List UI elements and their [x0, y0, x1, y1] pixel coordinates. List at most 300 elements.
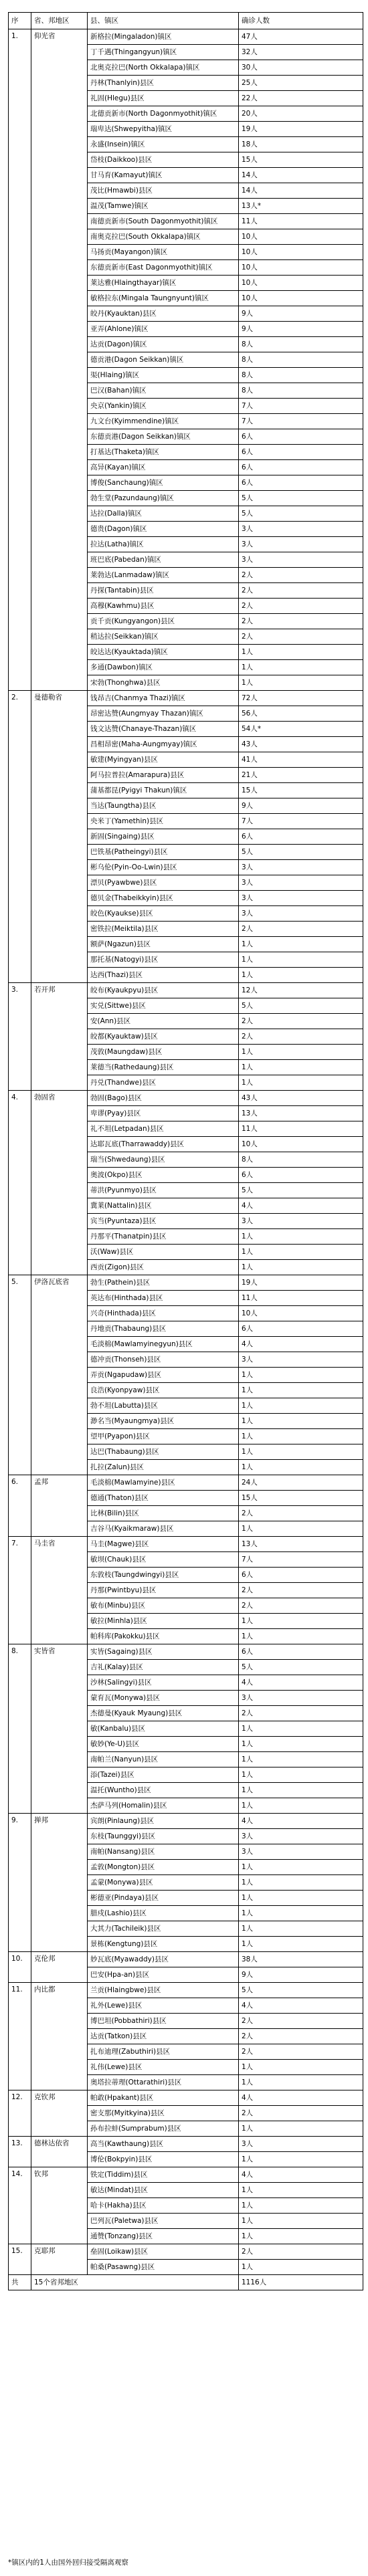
- township-name: 丹地贡(Thabaung)县区: [88, 1321, 239, 1337]
- township-name: 钱文达赞(Chanaye-Thazan)镇区: [88, 722, 239, 737]
- township-name: 新固(Singaing)县区: [88, 829, 239, 845]
- state-name: 仰光省: [31, 29, 88, 691]
- township-name: 德冲贡(Thonseh)县区: [88, 1352, 239, 1368]
- township-name: 达耶瓦底(Tharrawaddy)县区: [88, 1137, 239, 1152]
- township-name: 敏妙(Ye-U)县区: [88, 1737, 239, 1752]
- case-count: 1人: [239, 1368, 363, 1383]
- case-count: 4人: [239, 1814, 363, 1829]
- group-index: 3.: [9, 983, 31, 1091]
- case-count: 1人: [239, 1629, 363, 1644]
- township-name: 高穆(Kawhmu)县区: [88, 599, 239, 614]
- case-count: 2人: [239, 2029, 363, 2044]
- township-name: 达西(Thazi)县区: [88, 968, 239, 983]
- township-name: 甘马育(Kamayut)镇区: [88, 168, 239, 183]
- township-name: 莱德当(Rathedaung)县区: [88, 1060, 239, 1075]
- case-count: 1人: [239, 2183, 363, 2198]
- case-count: 4人: [239, 1198, 363, 1214]
- group-index: 1.: [9, 29, 31, 691]
- case-count: 10人: [239, 1137, 363, 1152]
- township-name: 渺名当(Myaungmya)县区: [88, 1414, 239, 1429]
- township-name: 勃生(Pathein)县区: [88, 1275, 239, 1291]
- group-index: 6.: [9, 1475, 31, 1537]
- township-name: 添(Tazei)县区: [88, 1767, 239, 1783]
- case-count: 8人: [239, 352, 363, 368]
- township-name: 哈卡(Hakha)县区: [88, 2198, 239, 2214]
- township-name: 敏坝(Chauk)县区: [88, 1552, 239, 1568]
- township-name: 南帕兰(Nanyun)县区: [88, 1752, 239, 1767]
- township-name: 温茂(Tamwe)镇区: [88, 199, 239, 214]
- case-count: 8人: [239, 1152, 363, 1168]
- township-name: 蒂洪(Pyunmyo)县区: [88, 1183, 239, 1198]
- case-count: 5人: [239, 506, 363, 522]
- township-name: 阿马拉普拉(Amarapura)县区: [88, 768, 239, 783]
- case-count: 6人: [239, 1321, 363, 1337]
- township-name: 丹兑(Thandwe)县区: [88, 1075, 239, 1091]
- township-name: 央米丁(Yamethin)县区: [88, 814, 239, 829]
- township-name: 马扬贡(Mayangon)镇区: [88, 245, 239, 260]
- case-count: 1人: [239, 1045, 363, 1060]
- table-row: [9, 1275, 363, 1291]
- township-name: 礼不坦(Letpadan)县区: [88, 1121, 239, 1137]
- case-count: 1人: [239, 1798, 363, 1814]
- township-name: 当达(Taungtha)县区: [88, 798, 239, 814]
- township-name: 兴奇(Hinthada)县区: [88, 1306, 239, 1321]
- header-count: 确诊人数: [239, 13, 363, 29]
- case-count: 9人: [239, 322, 363, 337]
- case-count: 7人: [239, 414, 363, 429]
- case-count: 1人: [239, 2229, 363, 2244]
- case-count: 3人: [239, 1352, 363, 1368]
- township-name: 巴列瓦(Paletwa)县区: [88, 2214, 239, 2229]
- township-name: 东枝(Taunggyi)县区: [88, 1829, 239, 1844]
- case-count: 6人: [239, 460, 363, 475]
- township-name: 密铁拉(Meiktila)县区: [88, 922, 239, 937]
- case-count: 13人: [239, 1106, 363, 1121]
- township-name: 钱昂吉(Chanmya Thazi)镇区: [88, 691, 239, 706]
- total-label: 共: [9, 2275, 31, 2290]
- case-count: 10人: [239, 229, 363, 245]
- case-count: 54人*: [239, 722, 363, 737]
- case-count: 1人: [239, 2060, 363, 2075]
- township-name: 彬乌伦(Pyin-Oo-Lwin)县区: [88, 860, 239, 875]
- township-name: 孙布拉蚌(Sumprabum)县区: [88, 2121, 239, 2137]
- township-name: 通赞(Tonzang)县区: [88, 2229, 239, 2244]
- township-name: 西贡(Zigon)县区: [88, 1260, 239, 1275]
- table-row: [9, 1814, 363, 1829]
- case-count: 3人: [239, 1829, 363, 1844]
- header-state: 省、邦地区: [31, 13, 88, 29]
- township-name: 皎布(Kyaukpyu)县区: [88, 983, 239, 998]
- state-name: 伊洛瓦底省: [31, 1275, 88, 1475]
- case-count: 6人: [239, 429, 363, 445]
- table-row: [9, 1475, 363, 1491]
- case-count: 5人: [239, 998, 363, 1014]
- case-count: 1人: [239, 937, 363, 952]
- township-name: 蒙育瓦(Monywa)县区: [88, 1691, 239, 1706]
- table-row: [9, 1537, 363, 1552]
- township-name: 敏格拉东(Mingala Taungnyunt)镇区: [88, 291, 239, 306]
- case-count: 8人: [239, 337, 363, 352]
- case-count: 1人: [239, 1398, 363, 1414]
- township-name: 莱达雅(Hlaingthayar)镇区: [88, 276, 239, 291]
- total-desc: 15个省邦地区: [31, 2275, 239, 2290]
- case-count: 2人: [239, 2106, 363, 2121]
- township-name: 宾当(Pyuntaza)县区: [88, 1214, 239, 1229]
- state-name: 曼德勒省: [31, 691, 88, 983]
- township-name: 毛淡棉(Mawlamyinegyun)县区: [88, 1337, 239, 1352]
- township-name: 那托基(Natogyi)县区: [88, 952, 239, 968]
- township-name: 南德贡新市(South Dagonmyothit)镇区: [88, 214, 239, 229]
- table-row: [9, 29, 363, 45]
- township-name: 勃生堂(Pazundaung)镇区: [88, 491, 239, 506]
- township-name: 扎布迪理(Zabuthiri)县区: [88, 2044, 239, 2060]
- township-name: 英达布(Hinthada)县区: [88, 1291, 239, 1306]
- group-index: 8.: [9, 1644, 31, 1814]
- case-count: 72人: [239, 691, 363, 706]
- township-name: 皎都(Kyauktaw)县区: [88, 1029, 239, 1045]
- township-name: 密支那(Myitkyina)县区: [88, 2106, 239, 2121]
- case-count: 25人: [239, 76, 363, 91]
- case-count: 13人*: [239, 199, 363, 214]
- township-name: 蒲基都昆(Pyigyi Thakun)镇区: [88, 783, 239, 798]
- case-count: 6人: [239, 1168, 363, 1183]
- township-name: 弄贡(Ngapudaw)县区: [88, 1368, 239, 1383]
- township-name: 昂密达赞(Aungmyay Thazan)镇区: [88, 706, 239, 722]
- township-name: 孟敦(Mongton)县区: [88, 1860, 239, 1875]
- case-count: 1人: [239, 1937, 363, 1952]
- group-index: 13.: [9, 2137, 31, 2167]
- case-count: 1人: [239, 2198, 363, 2214]
- township-name: 东德贡新市(East Dagonmyothit)镇区: [88, 260, 239, 276]
- township-name: 德通(Thaton)县区: [88, 1491, 239, 1506]
- case-count: 4人: [239, 1998, 363, 2014]
- case-count: 6人: [239, 1644, 363, 1660]
- township-name: 吉礼(Kalay)县区: [88, 1660, 239, 1675]
- case-count: 1人: [239, 1906, 363, 1921]
- case-count: 1人: [239, 952, 363, 968]
- case-count: 1人: [239, 2214, 363, 2229]
- group-index: 9.: [9, 1814, 31, 1952]
- township-name: 丁千遇(Thingangyun)镇区: [88, 45, 239, 60]
- township-name: 敏布(Minbu)县区: [88, 1598, 239, 1614]
- case-count: 12人: [239, 983, 363, 998]
- header-township: 县、镇区: [88, 13, 239, 29]
- case-count: 2人: [239, 1583, 363, 1598]
- township-name: 沙林(Salingyi)县区: [88, 1675, 239, 1691]
- township-name: 南帕(Nansang)县区: [88, 1844, 239, 1860]
- case-count: 6人: [239, 1568, 363, 1583]
- case-count: 21人: [239, 768, 363, 783]
- township-name: 岱枝(Daikkoo)县区: [88, 152, 239, 168]
- table-row: [9, 2090, 363, 2106]
- case-count: 7人: [239, 814, 363, 829]
- township-name: 皎达达(Kyauktada)镇区: [88, 645, 239, 660]
- case-count: 1人: [239, 1075, 363, 1091]
- case-count: 3人: [239, 537, 363, 552]
- case-count: 3人: [239, 552, 363, 568]
- township-name: 皎色(Kyaukse)县区: [88, 906, 239, 922]
- township-name: 高异(Kayan)镇区: [88, 460, 239, 475]
- case-count: 1人: [239, 1860, 363, 1875]
- case-count: 2人: [239, 1014, 363, 1029]
- case-count: 14人: [239, 168, 363, 183]
- case-count: 1人: [239, 1921, 363, 1937]
- case-count: 15人: [239, 1491, 363, 1506]
- group-index: 7.: [9, 1537, 31, 1644]
- township-name: 帕桑(Pasawng)县区: [88, 2260, 239, 2275]
- township-name: 沃(Waw)县区: [88, 1245, 239, 1260]
- case-count: 8人: [239, 383, 363, 399]
- state-name: 孟邦: [31, 1475, 88, 1537]
- case-count: 5人: [239, 1983, 363, 1998]
- case-count: 1人: [239, 1444, 363, 1460]
- group-index: 12.: [9, 2090, 31, 2137]
- township-name: 茂比(Hmawbi)县区: [88, 183, 239, 199]
- case-count: 2人: [239, 922, 363, 937]
- total-row: [9, 2275, 363, 2290]
- township-name: 德贝金(Thabeikkyin)县区: [88, 891, 239, 906]
- township-name: 达巴(Thabaung)县区: [88, 1444, 239, 1460]
- township-name: 瑞当(Shwedaung)县区: [88, 1152, 239, 1168]
- case-count: 11人: [239, 1291, 363, 1306]
- group-index: 4.: [9, 1091, 31, 1275]
- township-name: 德贵(Dagon)镇区: [88, 522, 239, 537]
- township-name: 丹林(Thanlyin)县区: [88, 76, 239, 91]
- township-name: 额萨(Ngazun)县区: [88, 937, 239, 952]
- case-count: 1人: [239, 675, 363, 691]
- case-count: 7人: [239, 1552, 363, 1568]
- township-name: 丹那(Pwintbyu)县区: [88, 1583, 239, 1598]
- case-count: 1人: [239, 1767, 363, 1783]
- township-name: 杰德曼(Kyauk Myaung)县区: [88, 1706, 239, 1721]
- case-count: 6人: [239, 475, 363, 491]
- township-name: 打基达(Thaketa)镇区: [88, 445, 239, 460]
- case-count: 2人: [239, 1706, 363, 1721]
- case-count: 7人: [239, 399, 363, 414]
- township-name: 妙瓦底(Myawaddy)县区: [88, 1952, 239, 1967]
- case-count: 5人: [239, 491, 363, 506]
- state-name: 若开邦: [31, 983, 88, 1091]
- case-count: 18人: [239, 137, 363, 152]
- township-name: 央京(Yankin)镇区: [88, 399, 239, 414]
- case-count: 19人: [239, 1275, 363, 1291]
- table-row: [9, 1091, 363, 1106]
- case-count: 14人: [239, 183, 363, 199]
- case-count: 1人: [239, 1414, 363, 1429]
- township-name: 温托(Wuntho)县区: [88, 1783, 239, 1798]
- case-count: 3人: [239, 891, 363, 906]
- table-row: [9, 2167, 363, 2183]
- case-count: 2人: [239, 1598, 363, 1614]
- case-count: 13人: [239, 1537, 363, 1552]
- case-count: 1人: [239, 2121, 363, 2137]
- township-name: 东德贡港(Dagon Seikkan)镇区: [88, 429, 239, 445]
- township-name: 巴汉(Bahan)镇区: [88, 383, 239, 399]
- case-count: 56人: [239, 706, 363, 722]
- township-name: 兰贡(Hlaingbwe)县区: [88, 1983, 239, 1998]
- township-name: 扎拉(Zalun)县区: [88, 1460, 239, 1475]
- case-count: 2人: [239, 2244, 363, 2260]
- state-name: 马圭省: [31, 1537, 88, 1644]
- case-count: 10人: [239, 1306, 363, 1321]
- case-count: 3人: [239, 2137, 363, 2152]
- township-name: 礼外(Lewe)县区: [88, 1998, 239, 2014]
- table-row: [9, 2244, 363, 2260]
- township-name: 安(Ann)县区: [88, 1014, 239, 1029]
- township-name: 实皆(Sagaing)县区: [88, 1644, 239, 1660]
- township-name: 铁定(Tiddim)县区: [88, 2167, 239, 2183]
- case-count: 3人: [239, 1691, 363, 1706]
- table-row: [9, 1952, 363, 1967]
- case-count: 10人: [239, 276, 363, 291]
- case-count: 19人: [239, 122, 363, 137]
- case-count: 11人: [239, 214, 363, 229]
- case-count: 10人: [239, 291, 363, 306]
- township-name: 勃不坦(Labutta)县区: [88, 1398, 239, 1414]
- township-name: 大其力(Tachileik)县区: [88, 1921, 239, 1937]
- case-count: 41人: [239, 752, 363, 768]
- case-count: 2人: [239, 1506, 363, 1521]
- state-name: 克伦邦: [31, 1952, 88, 1983]
- township-name: 拉达(Latha)镇区: [88, 537, 239, 552]
- state-name: 勃固省: [31, 1091, 88, 1275]
- township-name: 茂敦(Maungdaw)县区: [88, 1045, 239, 1060]
- header-index: 序: [9, 13, 31, 29]
- case-count: 1人: [239, 1521, 363, 1537]
- township-name: 吉谷马(Kyaikmaraw)县区: [88, 1521, 239, 1537]
- township-name: 皎丹(Kyauktan)县区: [88, 306, 239, 322]
- case-count: 24人: [239, 1475, 363, 1491]
- cases-table: [8, 12, 363, 2290]
- township-name: 巴安(Hpa-an)县区: [88, 1967, 239, 1983]
- case-count: 20人: [239, 106, 363, 122]
- case-count: 3人: [239, 906, 363, 922]
- case-count: 1人: [239, 1737, 363, 1752]
- township-name: 敏拉(Minhla)县区: [88, 1614, 239, 1629]
- township-name: 敏(Kanbalu)县区: [88, 1721, 239, 1737]
- case-count: 3人: [239, 875, 363, 891]
- case-count: 10人: [239, 245, 363, 260]
- table-body: [9, 29, 363, 2275]
- state-name: 内比都: [31, 1983, 88, 2090]
- township-name: 丹那平(Thanatpin)县区: [88, 1229, 239, 1245]
- case-count: 6人: [239, 445, 363, 460]
- township-name: 北奥克拉巴(North Okkalapa)镇区: [88, 60, 239, 76]
- case-count: 2人: [239, 2014, 363, 2029]
- case-count: 1人: [239, 1891, 363, 1906]
- case-count: 1人: [239, 1721, 363, 1737]
- township-name: 奥塔拉蒂理(Ottarathiri)县区: [88, 2075, 239, 2090]
- township-name: 比林(Bilin)县区: [88, 1506, 239, 1521]
- case-count: 2人: [239, 599, 363, 614]
- case-count: 22人: [239, 91, 363, 106]
- township-name: 博伦(Bokpyin)县区: [88, 2152, 239, 2167]
- case-count: 8人: [239, 368, 363, 383]
- state-name: 掸邦: [31, 1814, 88, 1952]
- group-index: 14.: [9, 2167, 31, 2244]
- township-name: 帕科库(Pakokku)县区: [88, 1629, 239, 1644]
- case-count: 2人: [239, 1029, 363, 1045]
- township-name: 漂贝(Pyawbwe)县区: [88, 875, 239, 891]
- township-name: 奥波(Okpo)县区: [88, 1168, 239, 1183]
- township-name: 达拉(Dalla)镇区: [88, 506, 239, 522]
- case-count: 1人: [239, 1752, 363, 1767]
- case-count: 1人: [239, 645, 363, 660]
- case-count: 2人: [239, 583, 363, 599]
- state-name: 克耶邦: [31, 2244, 88, 2275]
- case-count: 1人: [239, 660, 363, 675]
- case-count: 5人: [239, 845, 363, 860]
- township-name: 德贡港(Dagon Seikkan)镇区: [88, 352, 239, 368]
- township-name: 东敦枝(Taungdwingyi)县区: [88, 1568, 239, 1583]
- case-count: 43人: [239, 737, 363, 752]
- case-count: 2人: [239, 568, 363, 583]
- group-index: 10.: [9, 1952, 31, 1983]
- case-count: 1人: [239, 2075, 363, 2090]
- township-name: 冀莱(Nattalin)县区: [88, 1198, 239, 1214]
- township-name: 垒固(Loikaw)县区: [88, 2244, 239, 2260]
- case-count: 9人: [239, 306, 363, 322]
- case-count: 4人: [239, 2167, 363, 2183]
- case-count: 4人: [239, 1337, 363, 1352]
- case-count: 2人: [239, 629, 363, 645]
- state-name: 德林达依省: [31, 2137, 88, 2167]
- total-count: 1116人: [239, 2275, 363, 2290]
- township-name: 宋勃(Thonghwa)县区: [88, 675, 239, 691]
- case-count: 10人: [239, 260, 363, 276]
- state-name: 实皆省: [31, 1644, 88, 1814]
- township-name: 北德贡新市(North Dagonmyothit)镇区: [88, 106, 239, 122]
- case-count: 1人: [239, 1383, 363, 1398]
- group-index: 11.: [9, 1983, 31, 2090]
- township-name: 望甲(Pyapon)县区: [88, 1429, 239, 1444]
- township-name: 渠(Hlaing)镇区: [88, 368, 239, 383]
- township-name: 景栋(Kengtung)县区: [88, 1937, 239, 1952]
- case-count: 1人: [239, 2260, 363, 2275]
- case-count: 1人: [239, 968, 363, 983]
- case-count: 1人: [239, 1245, 363, 1260]
- township-name: 昌相昂密(Maha-Aungmyay)镇区: [88, 737, 239, 752]
- case-count: 47人: [239, 29, 363, 45]
- township-name: 腊戍(Lashio)县区: [88, 1906, 239, 1921]
- table-row: [9, 1983, 363, 1998]
- case-count: 1人: [239, 2152, 363, 2167]
- case-count: 3人: [239, 522, 363, 537]
- township-name: 礼固(Hlegu)县区: [88, 91, 239, 106]
- case-count: 1人: [239, 1783, 363, 1798]
- township-name: 新格拉(Mingaladon)镇区: [88, 29, 239, 45]
- township-name: 南奥克拉巴(South Okkalapa)镇区: [88, 229, 239, 245]
- case-count: 43人: [239, 1091, 363, 1106]
- township-name: 博俊(Sanchaung)镇区: [88, 475, 239, 491]
- case-count: 2人: [239, 2044, 363, 2060]
- township-name: 丹探(Tantabin)县区: [88, 583, 239, 599]
- township-name: 永盛(Insein)镇区: [88, 137, 239, 152]
- case-count: 30人: [239, 60, 363, 76]
- township-name: 贡千贡(Kungyangon)县区: [88, 614, 239, 629]
- group-index: 15.: [9, 2244, 31, 2275]
- township-name: 瑞卑达(Shwepyitha)镇区: [88, 122, 239, 137]
- township-name: 班巴底(Pabedan)镇区: [88, 552, 239, 568]
- state-name: 钦邦: [31, 2167, 88, 2244]
- case-count: 3人: [239, 860, 363, 875]
- case-count: 15人: [239, 783, 363, 798]
- township-name: 巴铁基(Patheingyi)县区: [88, 845, 239, 860]
- township-name: 毛淡棉(Mawlamyine)县区: [88, 1475, 239, 1491]
- group-index: 2.: [9, 691, 31, 983]
- table-row: [9, 983, 363, 998]
- township-name: 良浩(Kyonpyaw)县区: [88, 1383, 239, 1398]
